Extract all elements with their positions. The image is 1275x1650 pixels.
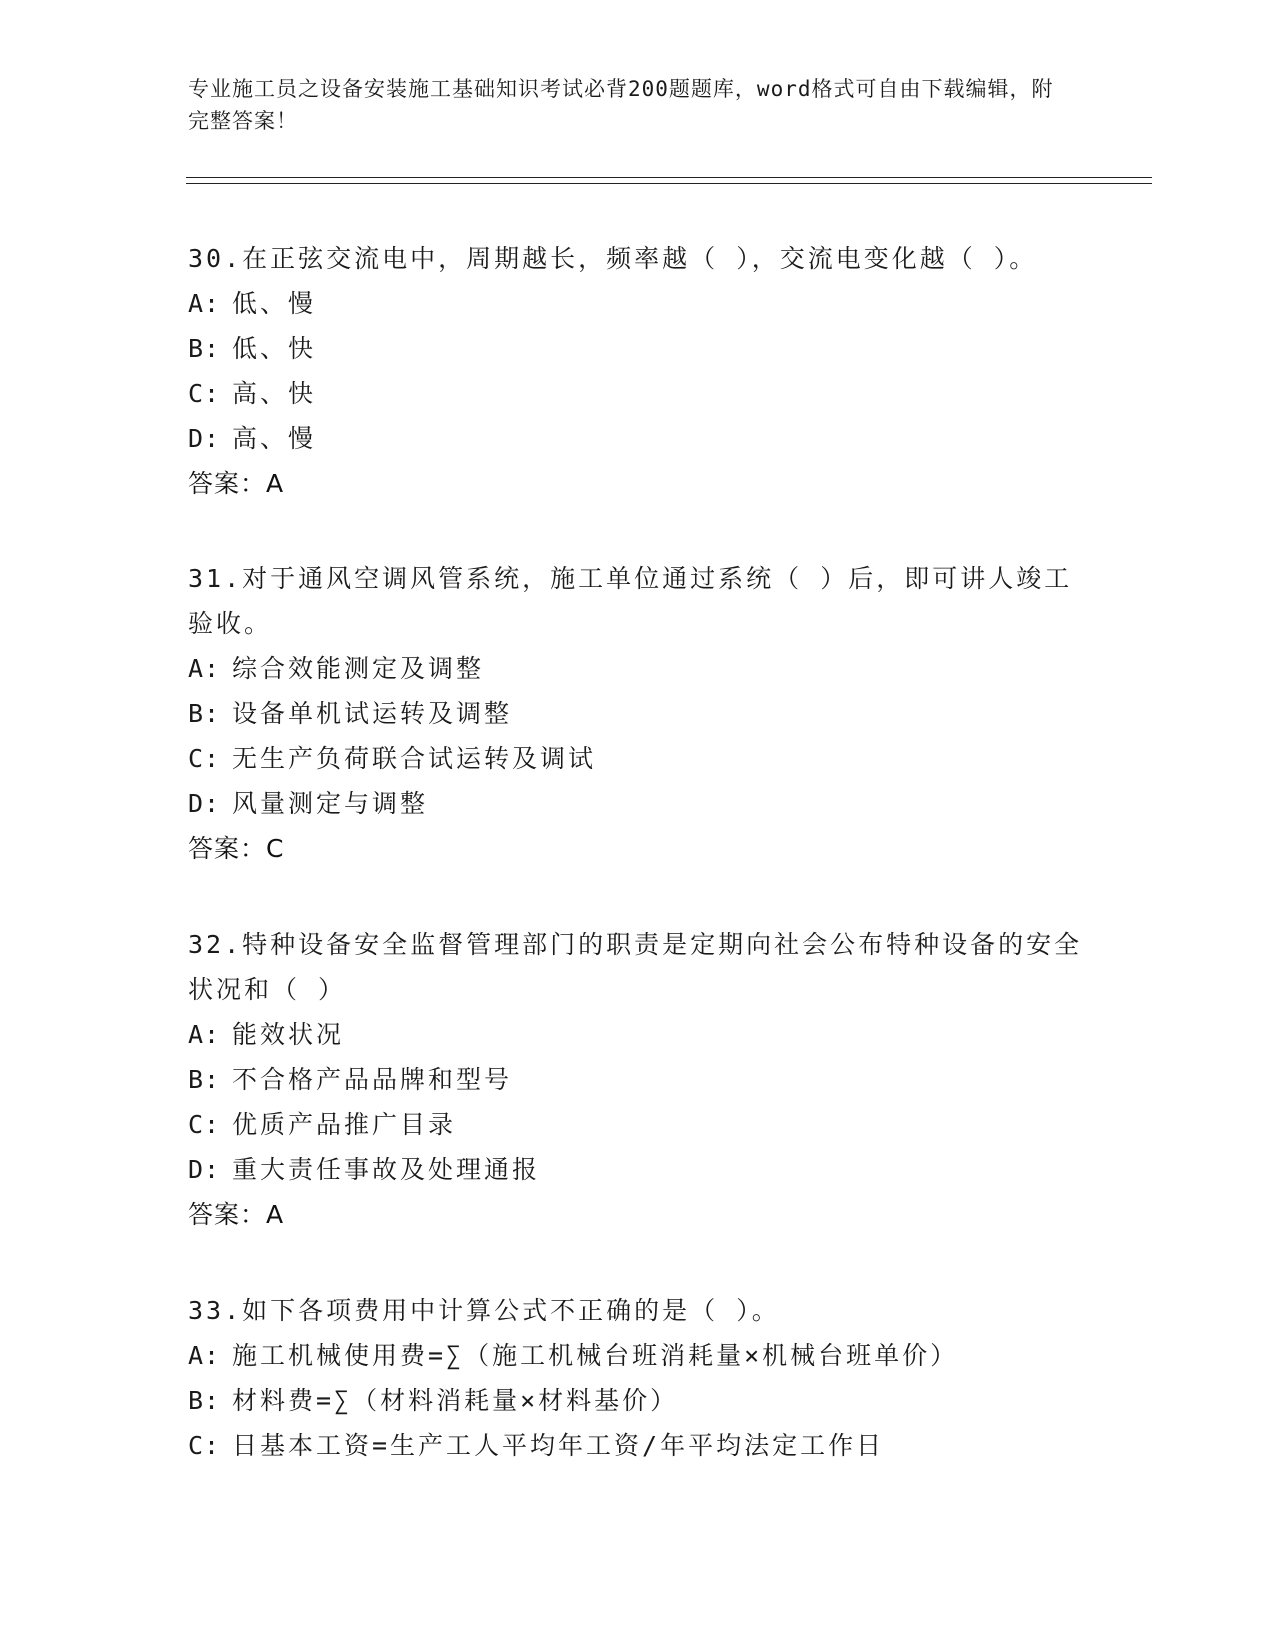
option-text: 风量测定与调整	[232, 789, 429, 818]
option-letter: A:	[188, 1341, 221, 1370]
question-title: 33.如下各项费用中计算公式不正确的是（ ）。	[188, 1296, 780, 1325]
option-letter: C:	[188, 379, 221, 408]
option-text: 不合格产品品牌和型号	[232, 1065, 513, 1094]
option-letter: D:	[188, 1155, 221, 1184]
document-header: 专业施工员之设备安装施工基础知识考试必背200题题库，word格式可自由下载编辑，附完整答案！	[188, 77, 1054, 133]
option-letter: C:	[188, 1110, 221, 1139]
option-text: 设备单机试运转及调整	[232, 699, 513, 728]
header-rule-bottom	[186, 183, 1152, 184]
option-letter: C:	[188, 744, 221, 773]
question-title: 30.在正弦交流电中，周期越长，频率越（ ），交流电变化越（ ）。	[188, 244, 1038, 273]
option-text: 高、慢	[232, 424, 317, 453]
option-letter: C:	[188, 1431, 221, 1460]
option-a	[188, 1012, 1088, 1057]
option-b	[188, 691, 1088, 736]
answer: 答案：C	[188, 834, 285, 863]
option-c	[188, 1102, 1088, 1147]
option-letter: A:	[188, 654, 221, 683]
option-b	[188, 326, 1088, 371]
option-text: 能效状况	[232, 1020, 345, 1049]
option-a	[188, 1333, 1088, 1378]
question-title: 32.特种设备安全监督管理部门的职责是定期向社会公布特种设备的安全状况和（ ）	[188, 930, 1083, 1004]
header-rule-top	[186, 177, 1152, 178]
option-text: 低、慢	[232, 289, 317, 318]
option-text: 日基本工资=生产工人平均年工资/年平均法定工作日	[232, 1431, 885, 1460]
option-b	[188, 1378, 1088, 1423]
option-letter: D:	[188, 789, 221, 818]
question-32	[188, 922, 1088, 1237]
question-31	[188, 556, 1088, 871]
question-title: 31.对于通风空调风管系统，施工单位通过系统（ ）后，即可讲人竣工验收。	[188, 564, 1073, 638]
option-text: 优质产品推广目录	[232, 1110, 457, 1139]
question-30	[188, 236, 1088, 506]
option-d	[188, 1147, 1088, 1192]
option-d	[188, 416, 1088, 461]
option-letter: D:	[188, 424, 221, 453]
option-c	[188, 371, 1088, 416]
answer: 答案：A	[188, 469, 285, 498]
option-text: 无生产负荷联合试运转及调试	[232, 744, 597, 773]
option-letter: B:	[188, 334, 221, 363]
option-letter: A:	[188, 289, 221, 318]
option-letter: B:	[188, 699, 221, 728]
option-text: 重大责任事故及处理通报	[232, 1155, 541, 1184]
option-text: 高、快	[232, 379, 317, 408]
option-text: 综合效能测定及调整	[232, 654, 485, 683]
question-33	[188, 1288, 1088, 1468]
option-text: 材料费=∑（材料消耗量×材料基价）	[232, 1386, 679, 1415]
option-letter: A:	[188, 1020, 221, 1049]
option-d	[188, 781, 1088, 826]
option-c	[188, 736, 1088, 781]
option-letter: B:	[188, 1065, 221, 1094]
option-text: 施工机械使用费=∑（施工机械台班消耗量×机械台班单价）	[232, 1341, 959, 1370]
option-text: 低、快	[232, 334, 317, 363]
option-letter: B:	[188, 1386, 221, 1415]
option-a	[188, 281, 1088, 326]
option-b	[188, 1057, 1088, 1102]
answer: 答案：A	[188, 1200, 285, 1229]
option-c	[188, 1423, 1088, 1468]
option-a	[188, 646, 1088, 691]
